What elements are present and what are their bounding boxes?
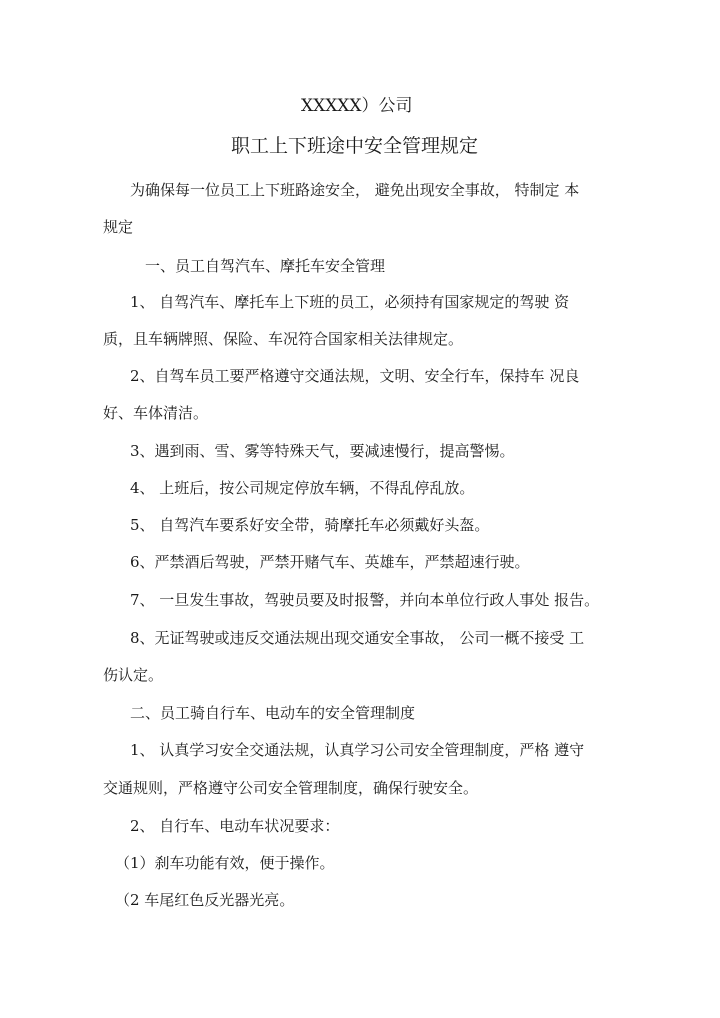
section-1-item-6: 6、严禁酒后驾驶，严禁开赌气车、英雄车，严禁超速行驶。 bbox=[130, 553, 530, 571]
section-2-item-2: 2、 自行车、电动车状况要求： bbox=[130, 817, 340, 835]
company-name: XXXXX）公司 bbox=[301, 96, 413, 116]
section-1-item-3: 3、遇到雨、雪、雾等特殊天气，要减速慢行，提高警惕。 bbox=[130, 442, 515, 460]
section-2-sub-item-1: （1）刹车功能有效，便于操作。 bbox=[115, 854, 335, 872]
section-1-item-8-line-1: 8、无证驾驶或违反交通法规出现交通安全事故， 公司一概不接受 工 bbox=[130, 629, 585, 647]
intro-line-1: 为确保每一位员工上下班路途安全， 避免出现安全事故， 特制定 本 bbox=[130, 181, 580, 199]
section-1-item-5: 5、 自驾汽车要系好安全带，骑摩托车必须戴好头盔。 bbox=[130, 516, 490, 534]
section-2-heading: 二、员工骑自行车、电动车的安全管理制度 bbox=[130, 704, 416, 722]
section-2-item-1-line-1: 1、 认真学习安全交通法规，认真学习公司安全管理制度，严格 遵守 bbox=[130, 741, 585, 759]
section-1-item-8-line-2: 伤认定。 bbox=[103, 666, 164, 684]
section-1-item-1-line-1: 1、 自驾汽车、摩托车上下班的员工，必须持有国家规定的驾驶 资 bbox=[130, 293, 570, 311]
section-1-item-7: 7、 一旦发生事故，驾驶员要及时报警，并向本单位行政人事处 报告。 bbox=[130, 591, 600, 609]
intro-line-2: 规定 bbox=[103, 218, 134, 236]
section-1-item-2-line-1: 2、自驾车员工要严格遵守交通法规，文明、安全行车，保持车 况良 bbox=[130, 367, 580, 385]
section-1-item-1-line-2: 质，且车辆牌照、保险、车况符合国家相关法律规定。 bbox=[103, 330, 464, 348]
document-title: 职工上下班途中安全管理规定 bbox=[231, 135, 479, 157]
section-1-item-2-line-2: 好、车体清洁。 bbox=[103, 404, 209, 422]
section-1-item-4: 4、 上班后，按公司规定停放车辆，不得乱停乱放。 bbox=[130, 479, 475, 497]
section-2-item-1-line-2: 交通规则，严格遵守公司安全管理制度，确保行驶安全。 bbox=[103, 779, 479, 797]
section-2-sub-item-2: （2 车尾红色反光器光亮。 bbox=[115, 891, 295, 909]
section-1-heading: 一、员工自驾汽车、摩托车安全管理 bbox=[145, 257, 386, 275]
